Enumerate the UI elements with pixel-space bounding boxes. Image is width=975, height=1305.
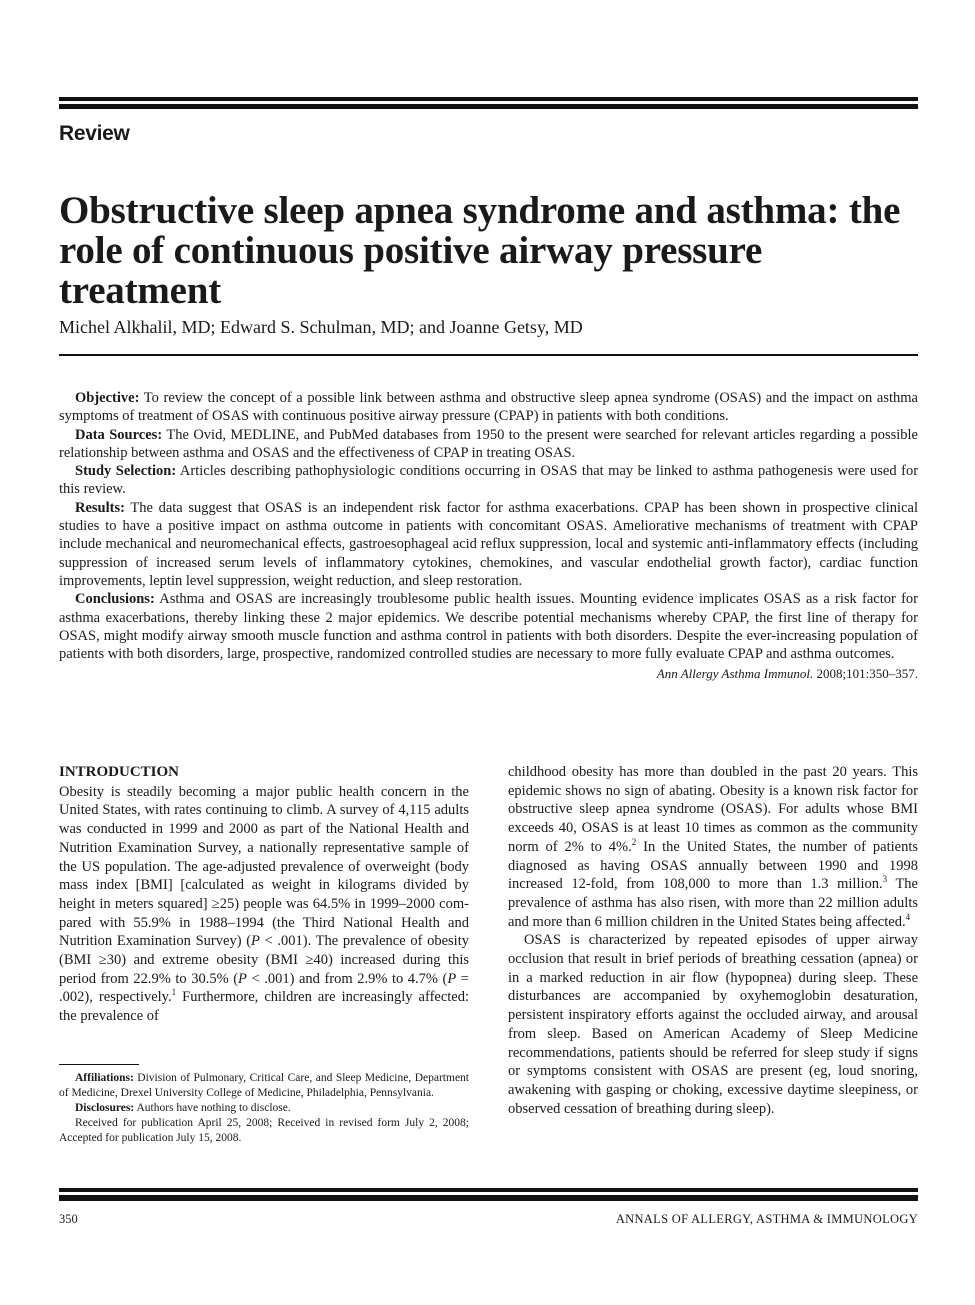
abstract-sources [59,426,918,463]
intro-p1-italic-p: P [251,933,260,950]
body-column-left [59,763,469,1026]
intro-p1-italic-p: P [238,970,247,987]
abstract-conclusions-text: Asthma and OSAS are increasingly troublesome public health issues. Mounting evidence implicates OSAS as a risk factor for asthma exacerbations, thereby linking these 2 major epidemics. We describe potential mechanisms whereby CPAP, the first line of therapy for OSAS, might modify airway smooth muscle function and asthma control in patients with both disorders. Despite the ever-increasing population of patients with both disorders, large, prospective, randomized controlled studies are necessary to more fully evaluate CPAP and asthma outcomes. [59,591,918,663]
citation [59,665,918,683]
abstract-conclusions [59,590,918,663]
intro-p2-text-c: The prevalence of asthma has also risen, with more than 22 million adults and more than 6 million children in the United States being affected. [508,876,918,930]
footnote-received: Received for publication April 25, 2008; Received in revised form July 2, 2008; Accepted for publication July 15, 2008. [59,1117,469,1144]
footer-rule-lower [59,1195,918,1201]
abstract-selection [59,462,918,499]
intro-p1-text-d: = .002), respectively. [59,970,469,1006]
abstract-objective [59,389,918,426]
abstract-objective-label: Objective: [75,390,140,406]
footer-rule-upper [59,1188,918,1192]
article-title: Obstructive sleep apnea syndrome and asthma: the role of continuous positive airway pressure treatment [59,189,901,312]
footnote-affiliations [59,1071,469,1101]
intro-paragraph-1-cont [508,763,918,931]
reference-marker[interactable]: 4 [905,911,911,922]
intro-p1-italic-p: P [447,970,457,987]
abstract-selection-label: Study Selection: [75,463,177,480]
reference-marker[interactable]: 2 [631,836,637,847]
reference-marker[interactable]: 1 [171,987,177,998]
intro-p2-text-b: In the United States, the number of patients diagnosed as having OSAS annually between 1990 and 1998 increased 12-fold, from 108,000 to more than 1.3 million. [508,838,918,893]
intro-paragraph-2: OSAS is characterized by repeated episodes of upper airway occlusion that result in brief periods of breathing cessation (apnea) or in a marked reduction in air flow (hypopnea) during sleep. These disturbances are accompanied by oxyhemoglobin desaturation, persistent inspiratory efforts against the occluded airway, and arousal from sleep. Based on American Academy of Sleep Medicine recommendations, patients should be referred for sleep study if signs or symptoms consistent with OSAS are present (eg, loud snoring, awakening with gasping or choking, excessive daytime sleepiness, or observed cessation of breathing during sleep). [508,932,918,1117]
page-number: 350 [59,1212,78,1226]
abstract [59,389,918,684]
header-rule-lower [59,104,918,109]
reference-marker[interactable]: 3 [882,874,888,885]
footnote-disclosures-label: Disclosures: [75,1102,135,1114]
footnote-disclosures-text: Authors have nothing to disclose. [136,1102,291,1114]
abstract-sources-label: Data Sources: [75,426,163,443]
header-rule-upper [59,97,918,101]
footnotes [59,1071,469,1146]
intro-p2-text-a: childhood obesity has more than doubled in the past 20 years. This epidemic shows no sign of abating. Obesity is a known risk factor for obstructive sleep apnea syndrome (OSAS). For adults whose BMI exceeds 40, OSAS is at least 10 times as common as the community norm of 2% to 4%. [508,764,918,855]
footnote-affiliations-label: Affiliations: [75,1072,134,1084]
citation-journal: Ann Allergy Asthma Immunol. [656,666,814,682]
abstract-sources-text: The Ovid, MEDLINE, and PubMed databases from 1950 to the present were searched for relevant articles regarding a possible relationship between asthma and OSAS and the effectiveness of CPAP in treating OSAS. [59,426,918,461]
abstract-results [59,499,918,590]
intro-paragraph-1 [59,783,469,1026]
abstract-selection-text: Articles describing pathophysiologic conditions occurring in OSAS that may be linked to asthma pathogenesis were used for this review. [59,463,919,498]
intro-p1-text-e: Furthermore, children are increasingly affected: the prevalence of [59,989,470,1025]
article-authors: Michel Alkhalil, MD; Edward S. Schulman, MD; and Joanne Getsy, MD [59,317,583,337]
introduction-heading: INTRODUCTION [59,764,180,780]
footnote-divider [59,1064,139,1065]
footnote-disclosures [59,1101,469,1116]
intro-p1-text-a: Obesity is steadily becoming a major public health concern in the United States, with rates continuing to climb. A survey of 4,115 adults was conducted in 1999 and 2000 as part of the National Health and Nutrition Examination Survey, a nationally representative sample of the US population. The age-adjusted prevalence of overweight (body mass index [BMI] [calculated as weight in kilograms divided by height in meters squared] ≥25) people was 64.5% in 1999–2000 compared with 55.9% in 1988–1994 (the Third National Health and Nutrition Examination Survey) ( [59,783,469,950]
title-divider [59,354,918,356]
intro-p1-text-b: < .001). The prevalence of obesity (BMI ≥30) and extreme obesity (BMI ≥40) increased during this period from 22.9% to 30.5% ( [59,933,469,987]
abstract-objective-text: To review the concept of a possible link between asthma and obstructive sleep apnea syndrome (OSAS) and the impact on asthma symptoms of treatment of OSAS with continuous positive airway pressure (CPAP) in patients with both conditions. [59,390,918,425]
intro-p1-text-c: < .001) and from 2.9% to 4.7% ( [246,970,448,987]
body-column-right [508,763,918,1118]
abstract-results-text: The data suggest that OSAS is an independent risk factor for asthma exacerbations. CPAP has been shown in prospective clinical studies to have a positive impact on asthma outcome in patients with concomitant OSAS. Ameliorative mechanisms of treatment with CPAP include mechanical and neuromechanical effects, gastroesophageal acid reflux suppression, local and systemic anti-inflammatory effects (including suppression of increased serum levels of inflammatory cytokines, chemokines, and vascular endothelial growth factor), cardiac function improvements, leptin level suppression, weight reduction, and sleep restoration. [59,499,918,589]
abstract-results-label: Results: [75,499,125,516]
footnote-affiliations-text: Division of Pulmonary, Critical Care, and Sleep Medicine, Department of Medicine, Drexel University College of Medicine, Philadelphia, Pennsylvania. [59,1072,469,1099]
journal-name: ANNALS OF ALLERGY, ASTHMA & IMMUNOLOGY [615,1212,918,1226]
section-label: Review [59,122,130,145]
citation-ref: 2008;101:350–357. [816,666,918,682]
abstract-conclusions-label: Conclusions: [75,591,155,608]
